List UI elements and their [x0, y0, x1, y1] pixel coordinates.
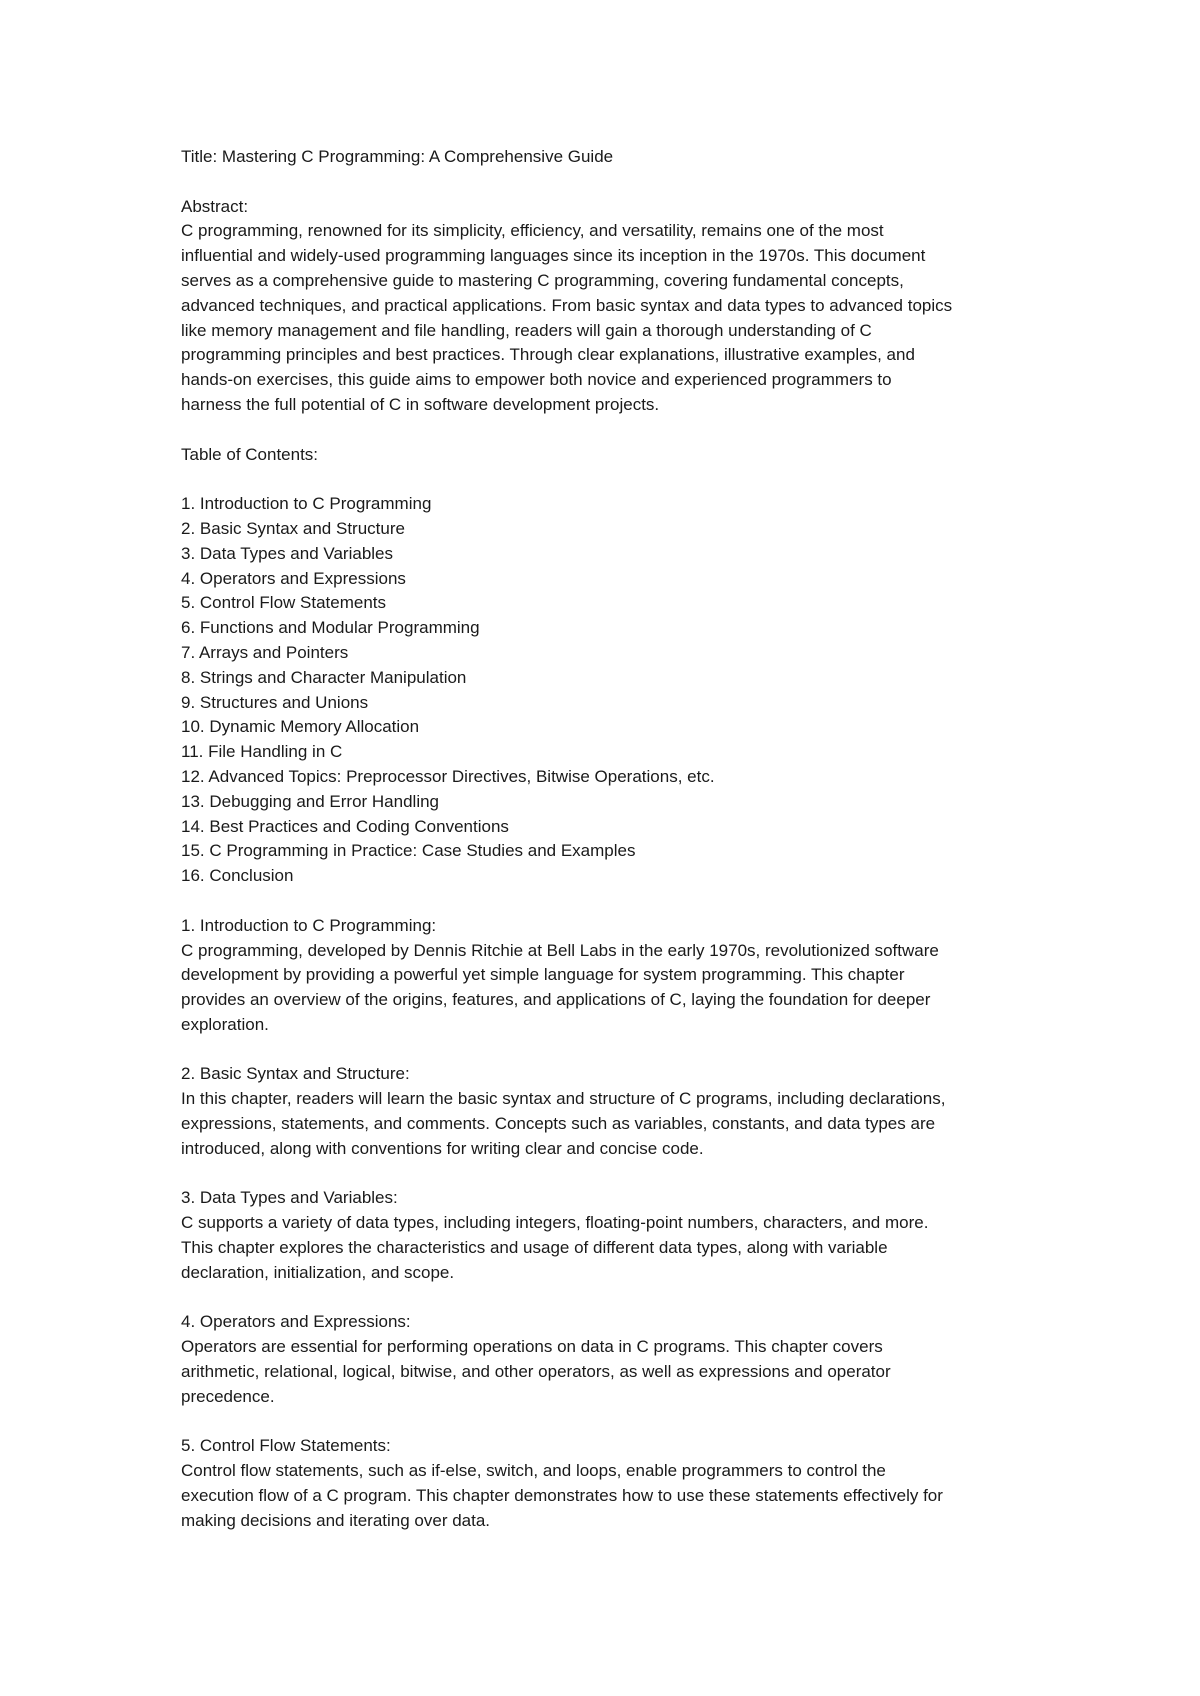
section-line: development by providing a powerful yet simple language for system programming. This chapter	[181, 965, 905, 985]
toc-item: 16. Conclusion	[181, 866, 294, 886]
section-heading: 1. Introduction to C Programming:	[181, 915, 437, 935]
section-basic-syntax	[181, 1062, 1061, 1161]
section-line: exploration.	[181, 1014, 269, 1034]
abstract-line: programming principles and best practices. Through clear explanations, illustrative examples, and	[181, 345, 915, 365]
document-title: Title: Mastering C Programming: A Comprehensive Guide	[181, 147, 614, 166]
section-line: making decisions and iterating over data.	[181, 1510, 491, 1530]
toc-item: 11. File Handling in C	[181, 742, 343, 762]
toc-item: 6. Functions and Modular Programming	[181, 618, 480, 638]
spacer	[181, 1162, 1061, 1187]
toc-item: 1. Introduction to C Programming	[181, 494, 432, 514]
spacer	[181, 467, 1061, 492]
toc-item: 4. Operators and Expressions	[181, 568, 406, 588]
toc-item: 8. Strings and Character Manipulation	[181, 667, 467, 687]
document-body	[181, 145, 1061, 1534]
toc-item: 3. Data Types and Variables	[181, 543, 394, 563]
section-line: provides an overview of the origins, features, and applications of C, laying the foundation for deeper	[181, 990, 931, 1010]
toc-item: 5. Control Flow Statements	[181, 593, 387, 613]
spacer	[181, 170, 1061, 195]
section-heading: 3. Data Types and Variables:	[181, 1188, 398, 1208]
abstract-line: hands-on exercises, this guide aims to empower both novice and experienced programmers to	[181, 370, 892, 390]
section-heading: 5. Control Flow Statements:	[181, 1436, 391, 1456]
section-heading: 4. Operators and Expressions:	[181, 1312, 411, 1332]
section-line: C supports a variety of data types, including integers, floating-point numbers, characters, and more.	[181, 1213, 929, 1233]
section-introduction	[181, 914, 1061, 1038]
section-line: declaration, initialization, and scope.	[181, 1262, 455, 1282]
section-line: This chapter explores the characteristics and usage of different data types, along with variable	[181, 1238, 888, 1258]
abstract-line: C programming, renowned for its simplicity, efficiency, and versatility, remains one of the most	[181, 221, 884, 241]
section-line: Control flow statements, such as if-else, switch, and loops, enable programmers to control the	[181, 1461, 886, 1481]
toc-item: 15. C Programming in Practice: Case Studies and Examples	[181, 841, 636, 861]
toc-item: 14. Best Practices and Coding Conventions	[181, 816, 509, 836]
toc-item: 2. Basic Syntax and Structure	[181, 518, 405, 538]
spacer	[181, 889, 1061, 914]
abstract-line: serves as a comprehensive guide to mastering C programming, covering fundamental concepts,	[181, 270, 904, 290]
toc-item: 12. Advanced Topics: Preprocessor Directives, Bitwise Operations, etc.	[181, 766, 715, 786]
section-operators	[181, 1310, 1061, 1409]
spacer	[181, 1410, 1061, 1435]
toc-item: 7. Arrays and Pointers	[181, 642, 349, 662]
abstract-heading: Abstract:	[181, 196, 249, 216]
toc-heading: Table of Contents:	[181, 444, 319, 464]
abstract-line: advanced techniques, and practical applications. From basic syntax and data types to advanced topics	[181, 295, 953, 315]
table-of-contents	[181, 492, 1061, 889]
section-control-flow	[181, 1434, 1061, 1533]
toc-item: 10. Dynamic Memory Allocation	[181, 717, 420, 737]
toc-item: 9. Structures and Unions	[181, 692, 369, 712]
toc-item: 13. Debugging and Error Handling	[181, 791, 440, 811]
section-line: C programming, developed by Dennis Ritchie at Bell Labs in the early 1970s, revolutionized software	[181, 940, 939, 960]
section-line: arithmetic, relational, logical, bitwise, and other operators, as well as expressions and operator	[181, 1362, 891, 1382]
section-line: Operators are essential for performing operations on data in C programs. This chapter covers	[181, 1337, 883, 1357]
section-line: execution flow of a C program. This chapter demonstrates how to use these statements effectively for	[181, 1486, 943, 1506]
abstract-line: influential and widely-used programming languages since its inception in the 1970s. This document	[181, 246, 926, 266]
section-line: introduced, along with conventions for writing clear and concise code.	[181, 1138, 704, 1158]
section-line: In this chapter, readers will learn the basic syntax and structure of C programs, including declarations,	[181, 1089, 946, 1109]
spacer	[181, 1038, 1061, 1063]
section-data-types	[181, 1186, 1061, 1285]
section-heading: 2. Basic Syntax and Structure:	[181, 1064, 410, 1084]
abstract-line: harness the full potential of C in software development projects.	[181, 394, 660, 414]
abstract-line: like memory management and file handling, readers will gain a thorough understanding of C	[181, 320, 872, 340]
section-line: expressions, statements, and comments. Concepts such as variables, constants, and data types are	[181, 1114, 936, 1134]
abstract-paragraph	[181, 219, 1061, 417]
spacer	[181, 418, 1061, 443]
section-line: precedence.	[181, 1386, 275, 1406]
spacer	[181, 1286, 1061, 1311]
